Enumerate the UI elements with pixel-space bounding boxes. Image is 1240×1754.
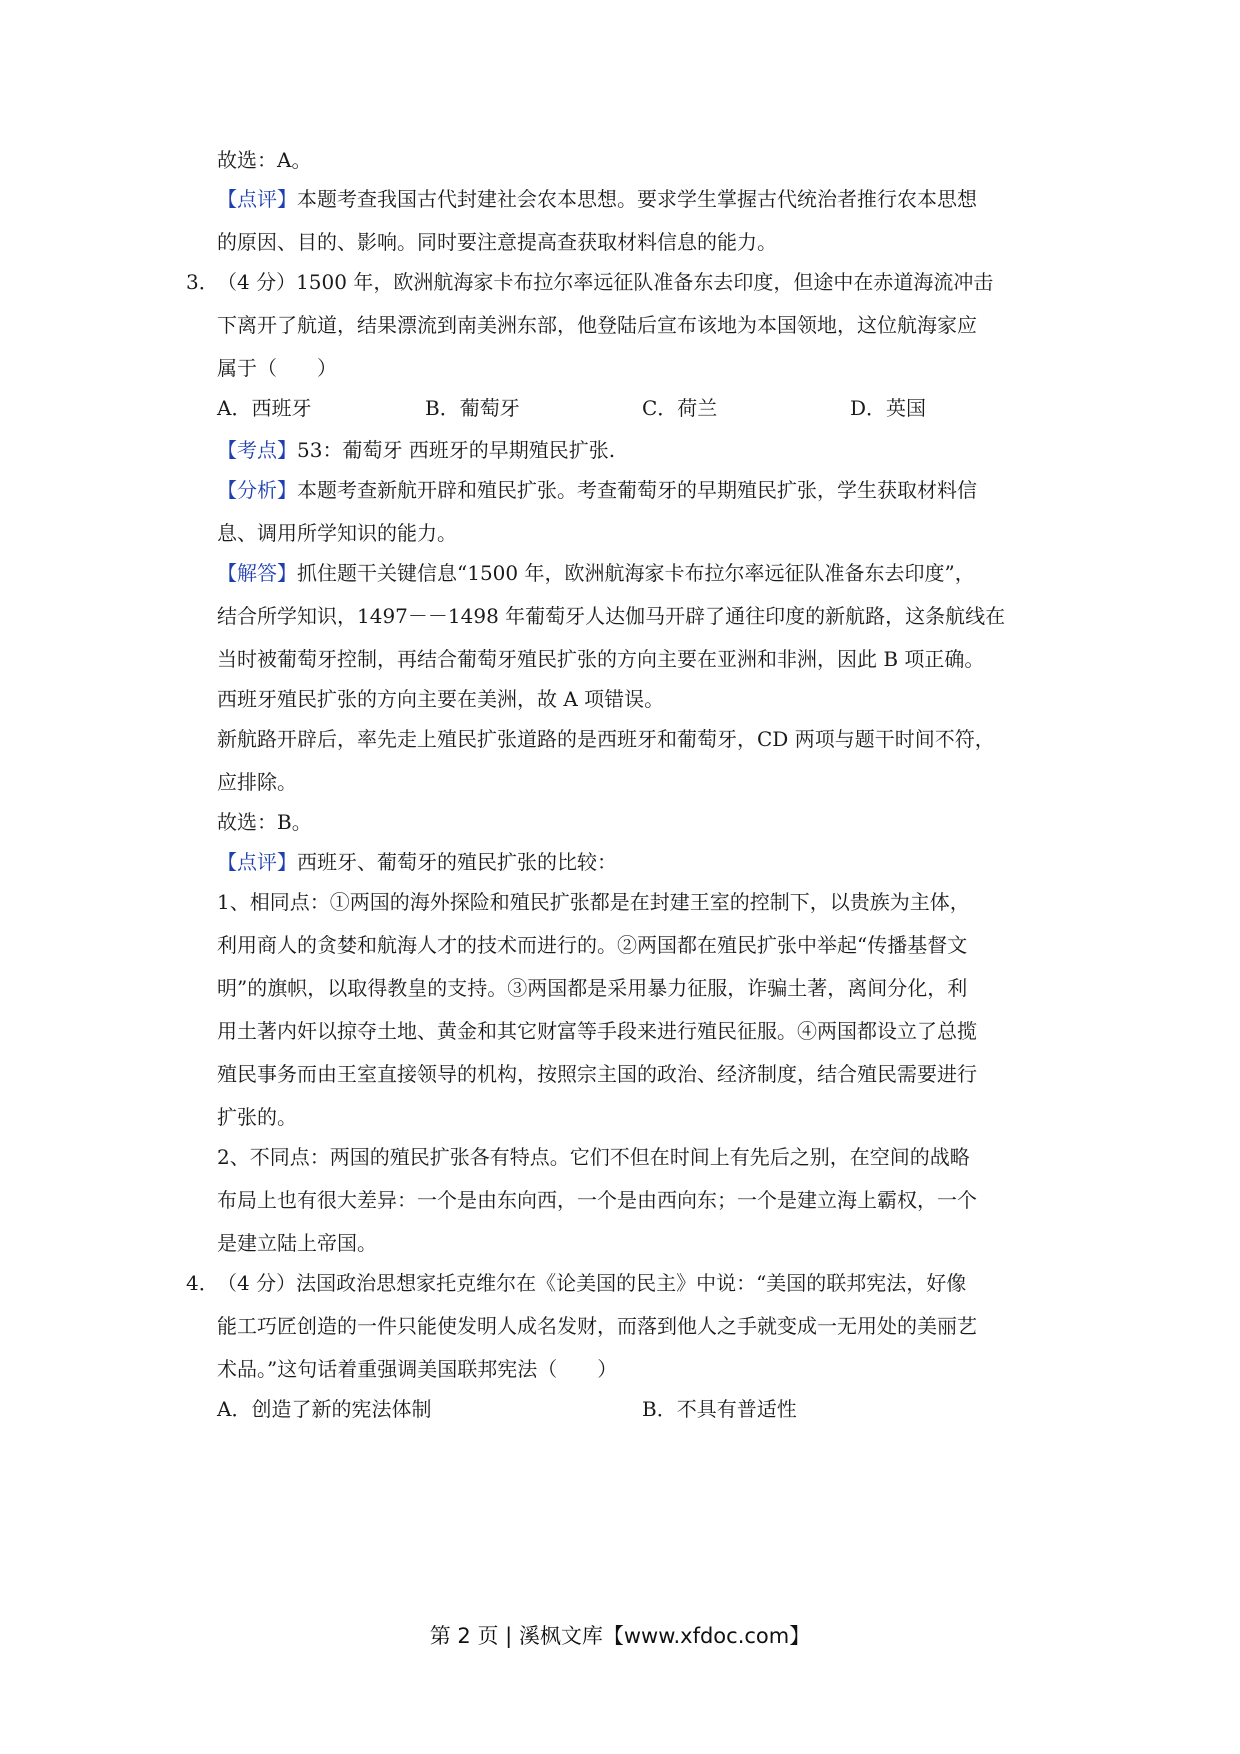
page-footer: 第 2 页 | 溪枫文库【www.xfdoc.com】: [429, 1624, 811, 1648]
q4-stem-3: 术品。”这句话着重强调美国联邦宪法（ ）: [217, 1357, 618, 1381]
q3-jieda-5: 新航路开辟后，率先走上殖民扩张道路的是西班牙和葡萄牙，CD 两项与题干时间不符，: [217, 727, 995, 751]
jieda-text: 抓住题干关键信息“1500 年，欧洲航海家卡布拉尔率远征队准备东去印度”，: [297, 561, 975, 585]
q3-dianping-3: 明”的旗帜，以取得教皇的支持。③两国都是采用暴力征服，诈骗土著，离间分化，利: [217, 976, 968, 1000]
q3-jieda-3: 当时被葡萄牙控制，再结合葡萄牙殖民扩张的方向主要在亚洲和非洲，因此 B 项正确。: [217, 647, 985, 671]
q3-dianping-8: 布局上也有很大差异：一个是由东向西，一个是由西向东；一个是建立海上霸权，一个: [217, 1188, 977, 1212]
jieda-tag: 【解答】: [217, 561, 297, 585]
q3-jieda-4: 西班牙殖民扩张的方向主要在美洲，故 A 项错误。: [217, 687, 665, 711]
q4-stem-1: （4 分）法国政治思想家托克维尔在《论美国的民主》中说：“美国的联邦宪法，好像: [217, 1271, 967, 1295]
q4-number: 4．: [186, 1271, 219, 1295]
q3-dianping-2: 利用商人的贪婪和航海人才的技术而进行的。②两国都在殖民扩张中举起“传播基督文: [217, 933, 968, 957]
prev-comment-line-1: [217, 187, 1067, 211]
prev-comment-line-2: 的原因、目的、影响。同时要注意提高查获取材料信息的能力。: [217, 230, 777, 254]
comment-text: 本题考查我国古代封建社会农本思想。要求学生掌握古代统治者推行农本思想: [297, 187, 977, 211]
q3-jieda-6: 应排除。: [217, 770, 297, 794]
q3-kaodian: [217, 438, 1067, 462]
q4-stem-2: 能工巧匠创造的一件只能使发明人成名发财，而落到他人之手就变成一无用处的美丽艺: [217, 1314, 977, 1338]
q3-option-b: B．葡萄牙: [425, 396, 520, 420]
fenxi-text: 本题考查新航开辟和殖民扩张。考查葡萄牙的早期殖民扩张，学生获取材料信: [297, 478, 977, 502]
comment-tag: 【点评】: [217, 187, 297, 211]
q3-answer: 故选：B。: [217, 810, 312, 834]
dianping-text: 西班牙、葡萄牙的殖民扩张的比较：: [297, 850, 617, 874]
q3-stem-1: （4 分）1500 年，欧洲航海家卡布拉尔率远征队准备东去印度，但途中在赤道海流冲击: [217, 270, 994, 294]
q4-option-a: A．创造了新的宪法体制: [217, 1397, 432, 1421]
q3-dianping-1: 1、相同点：①两国的海外探险和殖民扩张都是在封建王室的控制下，以贵族为主体，: [217, 890, 970, 914]
prev-answer: 故选：A。: [217, 148, 312, 172]
q3-fenxi-1: [217, 478, 1067, 502]
kaodian-text: 53：葡萄牙 西班牙的早期殖民扩张.: [297, 438, 616, 462]
q3-jieda-1: [217, 561, 1067, 585]
q3-jieda-2: 结合所学知识，1497－－1498 年葡萄牙人达伽马开辟了通往印度的新航路，这条航线在: [217, 604, 1006, 628]
q3-option-d: D．英国: [850, 396, 927, 420]
dianping-tag: 【点评】: [217, 850, 297, 874]
q3-dianping-7: 2、不同点：两国的殖民扩张各有特点。它们不但在时间上有先后之别，在空间的战略: [217, 1145, 970, 1169]
q3-number: 3．: [186, 270, 219, 294]
q3-stem-3: 属于（ ）: [217, 356, 337, 380]
q3-option-c: C．荷兰: [642, 396, 718, 420]
q3-dianping-6: 扩张的。: [217, 1105, 297, 1129]
q4-option-b: B．不具有普适性: [642, 1397, 797, 1421]
q3-stem-2: 下离开了航道，结果漂流到南美洲东部，他登陆后宣布该地为本国领地，这位航海家应: [217, 313, 977, 337]
fenxi-tag: 【分析】: [217, 478, 297, 502]
q3-dianping-4: 用土著内奸以掠夺土地、黄金和其它财富等手段来进行殖民征服。④两国都设立了总揽: [217, 1019, 977, 1043]
q3-dianping-5: 殖民事务而由王室直接领导的机构，按照宗主国的政治、经济制度，结合殖民需要进行: [217, 1062, 977, 1086]
kaodian-tag: 【考点】: [217, 438, 297, 462]
q3-dianping-0: [217, 850, 1067, 874]
q3-fenxi-2: 息、调用所学知识的能力。: [217, 521, 457, 545]
q3-dianping-9: 是建立陆上帝国。: [217, 1231, 377, 1255]
q3-option-a: A．西班牙: [217, 396, 312, 420]
